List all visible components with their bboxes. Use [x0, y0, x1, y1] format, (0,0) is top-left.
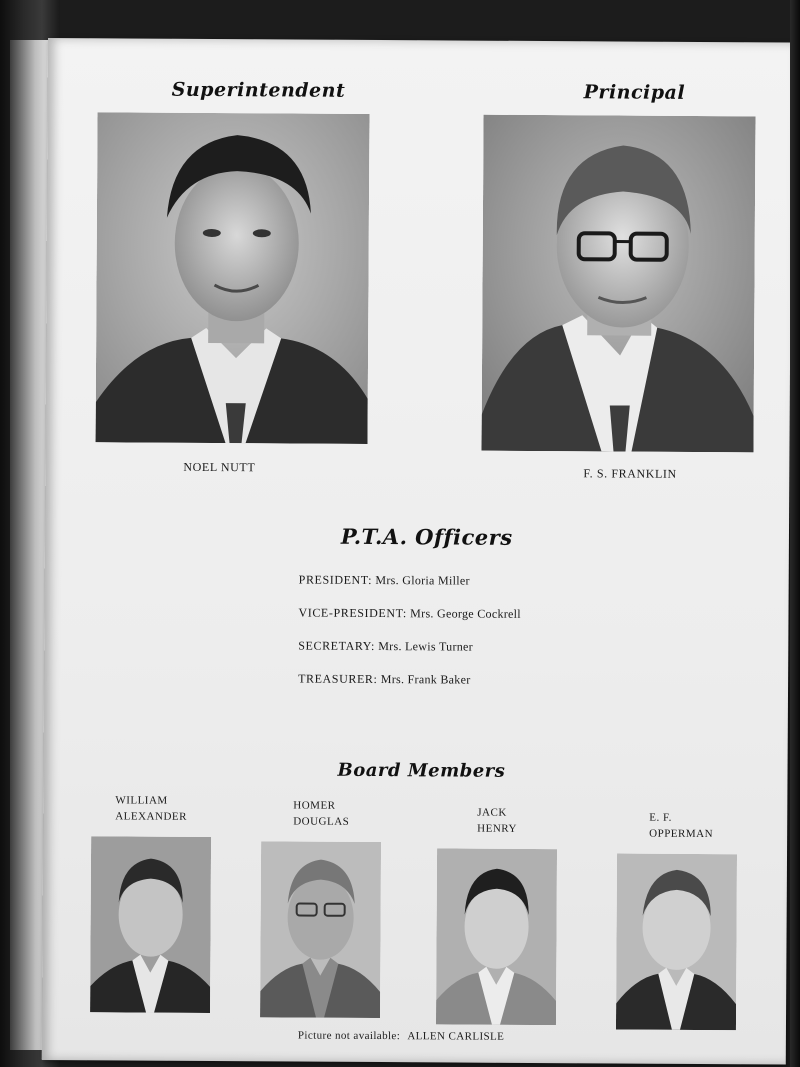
board-portrait-opperman [616, 853, 737, 1030]
officer-name: Mrs. Gloria Miller [375, 573, 470, 588]
officer-line [298, 639, 473, 655]
board-member-name [477, 805, 517, 837]
board-member-name [649, 810, 713, 842]
officer-role: SECRETARY: [298, 638, 375, 654]
principal-portrait [481, 115, 755, 453]
officer-name: Mrs. Frank Baker [380, 672, 471, 687]
first-name: JACK [477, 806, 507, 819]
note-name: ALLEN CARLISLE [407, 1030, 505, 1043]
last-name: ALEXANDER [115, 810, 188, 823]
officer-line [298, 606, 521, 622]
board-member-name [115, 792, 187, 824]
board-portrait-henry [436, 848, 557, 1025]
last-name: OPPERMAN [649, 827, 714, 841]
officer-role: TREASURER: [298, 671, 378, 687]
officer-name: Mrs. Lewis Turner [378, 639, 474, 654]
officer-role: PRESIDENT: [298, 572, 373, 587]
superintendent-portrait [96, 112, 370, 444]
first-name: E. F. [649, 811, 673, 824]
officer-role: VICE-PRESIDENT: [298, 605, 407, 621]
board-members-heading: Board Members [337, 759, 506, 782]
officer-line [298, 672, 471, 688]
yearbook-page [42, 38, 792, 1065]
picture-not-available-note [298, 1030, 504, 1043]
principal-name: F. S. FRANKLIN [583, 466, 677, 481]
last-name: HENRY [477, 822, 517, 835]
pta-officers-heading: P.T.A. Officers [340, 523, 513, 550]
board-member-name [293, 798, 349, 830]
officer-line [299, 573, 470, 589]
superintendent-heading: Superintendent [171, 78, 346, 102]
officer-name: Mrs. George Cockrell [410, 606, 522, 621]
principal-heading: Principal [583, 81, 686, 104]
first-name: HOMER [293, 799, 336, 812]
first-name: WILLIAM [115, 794, 168, 807]
board-portrait-alexander [90, 836, 211, 1013]
board-portrait-douglas [260, 841, 381, 1018]
superintendent-name: NOEL NUTT [183, 459, 256, 475]
last-name: DOUGLAS [293, 815, 350, 828]
book-right-edge [790, 0, 800, 1067]
note-label: Picture not available: [297, 1029, 401, 1043]
